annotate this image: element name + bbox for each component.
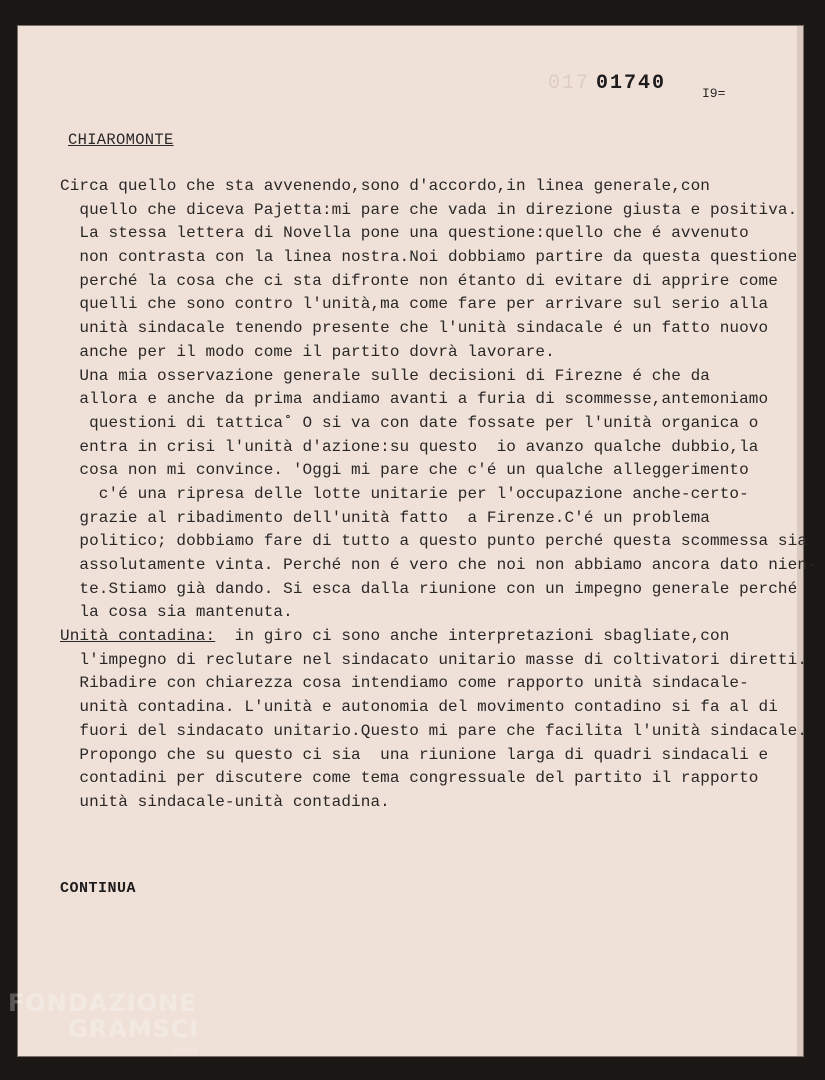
underlined-heading: Unità contadina:: [60, 627, 216, 646]
watermark-line-1: FONDAZIONE: [8, 989, 197, 1017]
text-line: quello che diceva Pajetta:mi pare che vada in direzione giusta e positiva.: [60, 200, 798, 219]
speaker-heading: CHIAROMONTE: [68, 131, 174, 149]
text-line: te.Stiamo già dando. Si esca dalla riunione con un impegno generale perché: [60, 579, 798, 598]
text-line: Circa quello che sta avvenendo,sono d'accordo,in linea generale,con: [60, 177, 711, 195]
text-line: Unità contadina: in giro ci sono anche interpretazioni sbagliate,con: [60, 627, 730, 646]
text-line: anche per il modo come il partito dovrà lavorare.: [60, 342, 555, 361]
text-line: Ribadire con chiarezza cosa intendiamo come rapporto unità sindacale-: [60, 674, 749, 693]
text-line: unità sindacale-unità contadina.: [60, 792, 390, 811]
watermark-line-3: onlus: [173, 1046, 198, 1056]
text-line: unità contadina. L'unità e autonomia del movimento contadino si fa al di: [60, 698, 778, 717]
doc-number-shadow: 017: [548, 72, 591, 95]
text-line: contadini per discutere come tema congressuale del partito il rapporto: [60, 769, 759, 788]
text-line: entra in crisi l'unità d'azione:su questo io avanzo qualche dubbio,la: [60, 437, 759, 456]
text-line: unità sindacale tenendo presente che l'unità sindacale é un fatto nuovo: [60, 319, 769, 338]
text-line: Una mia osservazione generale sulle decisioni di Firezne é che da: [60, 366, 711, 385]
text-line: La stessa lettera di Novella pone una questione:quello che é avvenuto: [60, 224, 749, 243]
document-number: 01740: [596, 72, 667, 95]
text-line: non contrasta con la linea nostra.Noi dobbiamo partire da questa questione: [60, 248, 798, 267]
body-text: [60, 175, 817, 815]
watermark-line-2: GRAMSCI: [68, 1015, 200, 1043]
text-line: fuori del sindacato unitario.Questo mi pare che facilita l'unità sindacale.: [60, 721, 808, 740]
text-line: assolutamente vinta. Perché non é vero che noi non abbiamo ancora dato nien-: [60, 556, 817, 574]
document-page: [18, 26, 817, 1056]
text-line: l'impegno di reclutare nel sindacato unitario masse di coltivatori diretti.: [60, 650, 808, 669]
text-line: questioni di tattica˚ O si va con date fossate per l'unità organica o: [60, 413, 759, 432]
archive-watermark: [8, 989, 200, 1056]
text-line: grazie al ribadimento dell'unità fatto a Firenze.C'é un problema: [60, 508, 711, 527]
text-line: c'é una ripresa delle lotte unitarie per l'occupazione anche-certo-: [60, 484, 749, 503]
text-line: cosa non mi convince. 'Oggi mi pare che c'é un qualche alleggerimento: [60, 461, 749, 480]
text-line: quelli che sono contro l'unità,ma come fare per arrivare sul serio alla: [60, 295, 769, 314]
text-line: allora e anche da prima andiamo avanti a furia di scommesse,antemoniamo: [60, 390, 769, 409]
page-number: I9=: [702, 86, 726, 101]
text-line: politico; dobbiamo fare di tutto a questo punto perché questa scommessa sia: [60, 532, 808, 551]
text-line: Propongo che su questo ci sia una riunione larga di quadri sindacali e: [60, 745, 769, 764]
text-line: perché la cosa che ci sta difronte non étanto di evitare di apprire come: [60, 271, 778, 290]
text-line: la cosa sia mantenuta.: [60, 603, 293, 622]
continuation-mark: CONTINUA: [60, 880, 137, 897]
